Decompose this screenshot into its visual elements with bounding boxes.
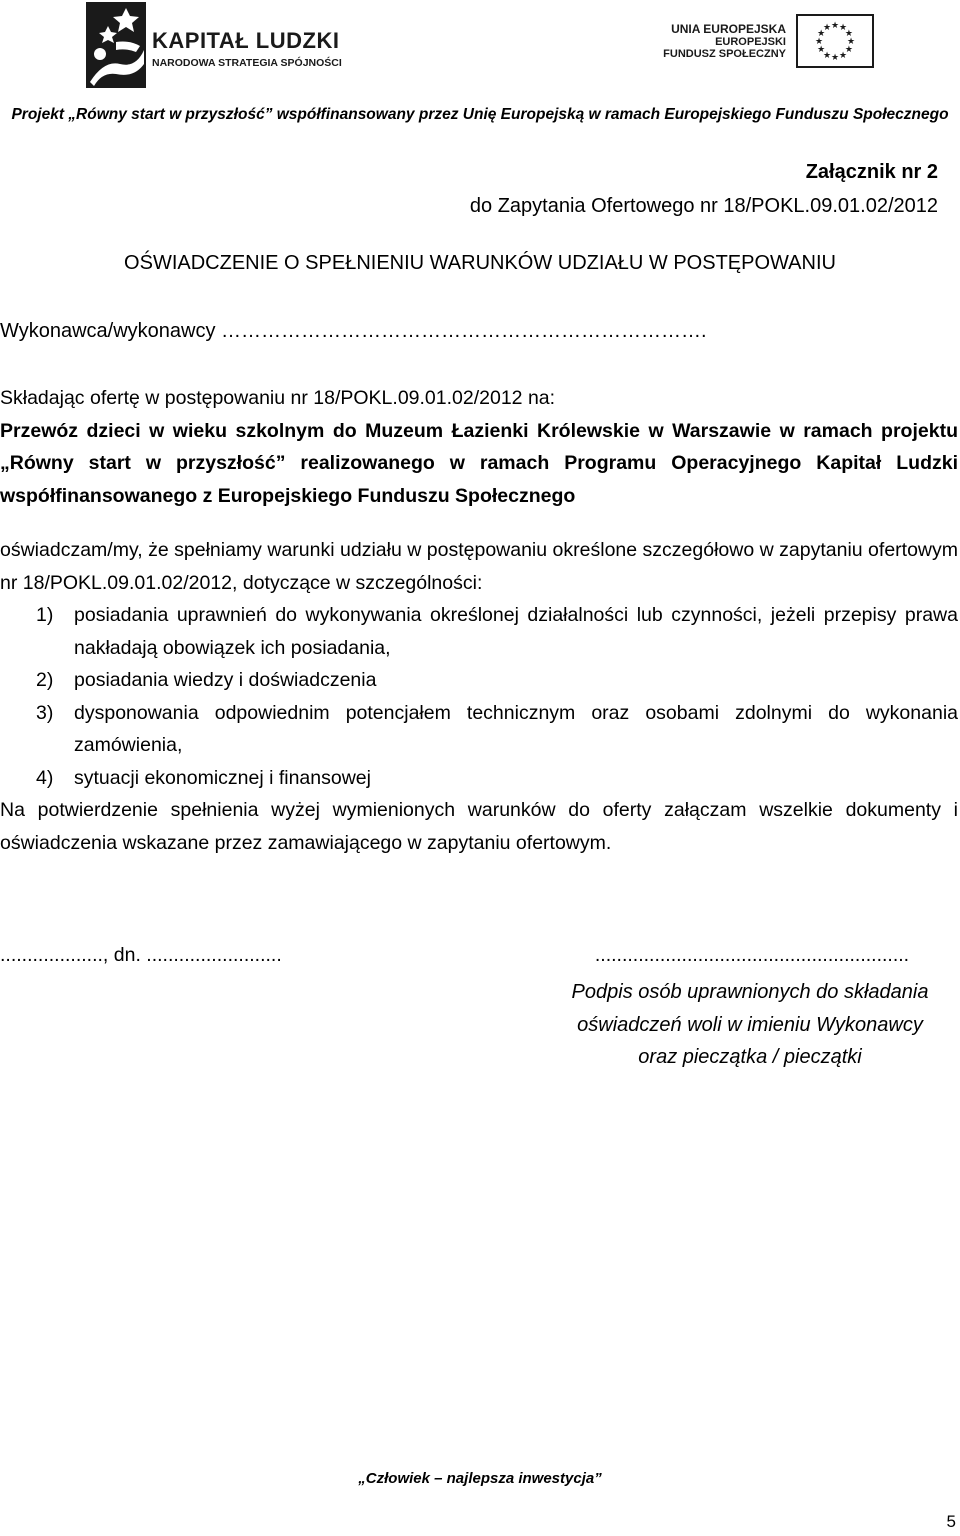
footer-slogan: „Człowiek – najlepsza inwestycja” [358, 1470, 602, 1487]
offer-subject: Przewóz dzieci w wieku szkolnym do Muzeum Łazienki Królewskie w Warszawie w ramach projektu „Równy start w przyszłość” realizowanego w ramach Programu Operacyjnego Kapitał Ludzki współfinansowanego z Europejskiego Funduszu Społecznego [0, 419, 958, 507]
eu-star-icon: ★ [814, 36, 824, 46]
eu-star-icon: ★ [844, 44, 853, 54]
conditions-list [0, 599, 958, 794]
confirmation-text: Na potwierdzenie spełnienia wyżej wymienionych warunków do oferty załączam wszelkie dokumenty i oświadczenia wskazane przez zamawiającego w zapytaniu ofertowym. [0, 799, 958, 854]
page-number: 5 [946, 1512, 956, 1531]
annex-label [470, 155, 938, 223]
list-item: 3) dysponowania odpowiednim potencjałem technicznym oraz osobami zdolnymi do wykonania zamówienia, [36, 701, 958, 756]
eu-logo [656, 8, 886, 78]
place-date-field: ..................., dn. ......................... [0, 944, 282, 966]
offer-intro: Składając ofertę w postępowaniu nr 18/POKL.09.01.02/2012 na: [0, 387, 556, 409]
kapital-ludzki-logo [86, 2, 356, 88]
eu-logo-line1: UNIA EUROPEJSKA [671, 22, 786, 36]
eu-logo-line3: FUNDUSZ SPOŁECZNY [663, 48, 786, 60]
eu-star-icon: ★ [817, 44, 826, 54]
eu-star-icon: ★ [822, 49, 832, 60]
kapital-ludzki-title: KAPITAŁ LUDZKI [152, 28, 340, 53]
kapital-ludzki-emblem-icon [86, 2, 146, 88]
document-heading: OŚWIADCZENIE O SPEŁNIENIU WARUNKÓW UDZIAŁU W POSTĘPOWANIU [124, 252, 836, 274]
eu-star-icon: ★ [830, 52, 840, 62]
eu-star-icon: ★ [838, 49, 848, 60]
signature-line: .......................................................... [594, 944, 910, 966]
contractor-field: Wykonawca/wykonawcy ………………………………………………………………. [0, 320, 707, 342]
eu-logo-line2: EUROPEJSKI [715, 36, 786, 48]
annex-number: Załącznik nr 2 [805, 161, 938, 183]
list-item: 4) sytuacji ekonomicznej i finansowej [36, 766, 371, 789]
eu-star-icon: ★ [822, 22, 832, 33]
list-item: 1) posiadania uprawnień do wykonywania określonej działalności lub czynności, jeżeli przepisy prawa nakładają obowiązek ich posiadania, [36, 604, 958, 659]
project-header-line: Projekt „Równy start w przyszłość” współfinansowany przez Unię Europejską w ramach Europejskiego Funduszu Społecznego [11, 106, 949, 123]
eu-flag-icon [796, 14, 874, 68]
eu-star-icon: ★ [817, 28, 826, 38]
list-item: 2) posiadania wiedzy i doświadczenia [36, 669, 377, 691]
eu-star-icon: ★ [846, 36, 856, 46]
eu-star-icon: ★ [838, 22, 848, 33]
declaration-text: oświadczam/my, że spełniamy warunki udziału w postępowaniu określone szczegółowo w zapytaniu ofertowym nr 18/POKL.09.01.02/2012, dotyczące w szczególności: [0, 539, 958, 594]
document-body [0, 382, 958, 859]
annex-reference: do Zapytania Ofertowego nr 18/POKL.09.01.02/2012 [469, 195, 938, 217]
eu-star-icon: ★ [830, 20, 840, 30]
signature-caption: Podpis osób uprawnionych do składania oświadczeń woli w imieniu Wykonawcy oraz pieczątka / pieczątki [571, 981, 929, 1068]
eu-star-icon: ★ [844, 28, 853, 38]
kapital-ludzki-subtitle: NARODOWA STRATEGIA SPÓJNOŚCI [152, 57, 342, 69]
